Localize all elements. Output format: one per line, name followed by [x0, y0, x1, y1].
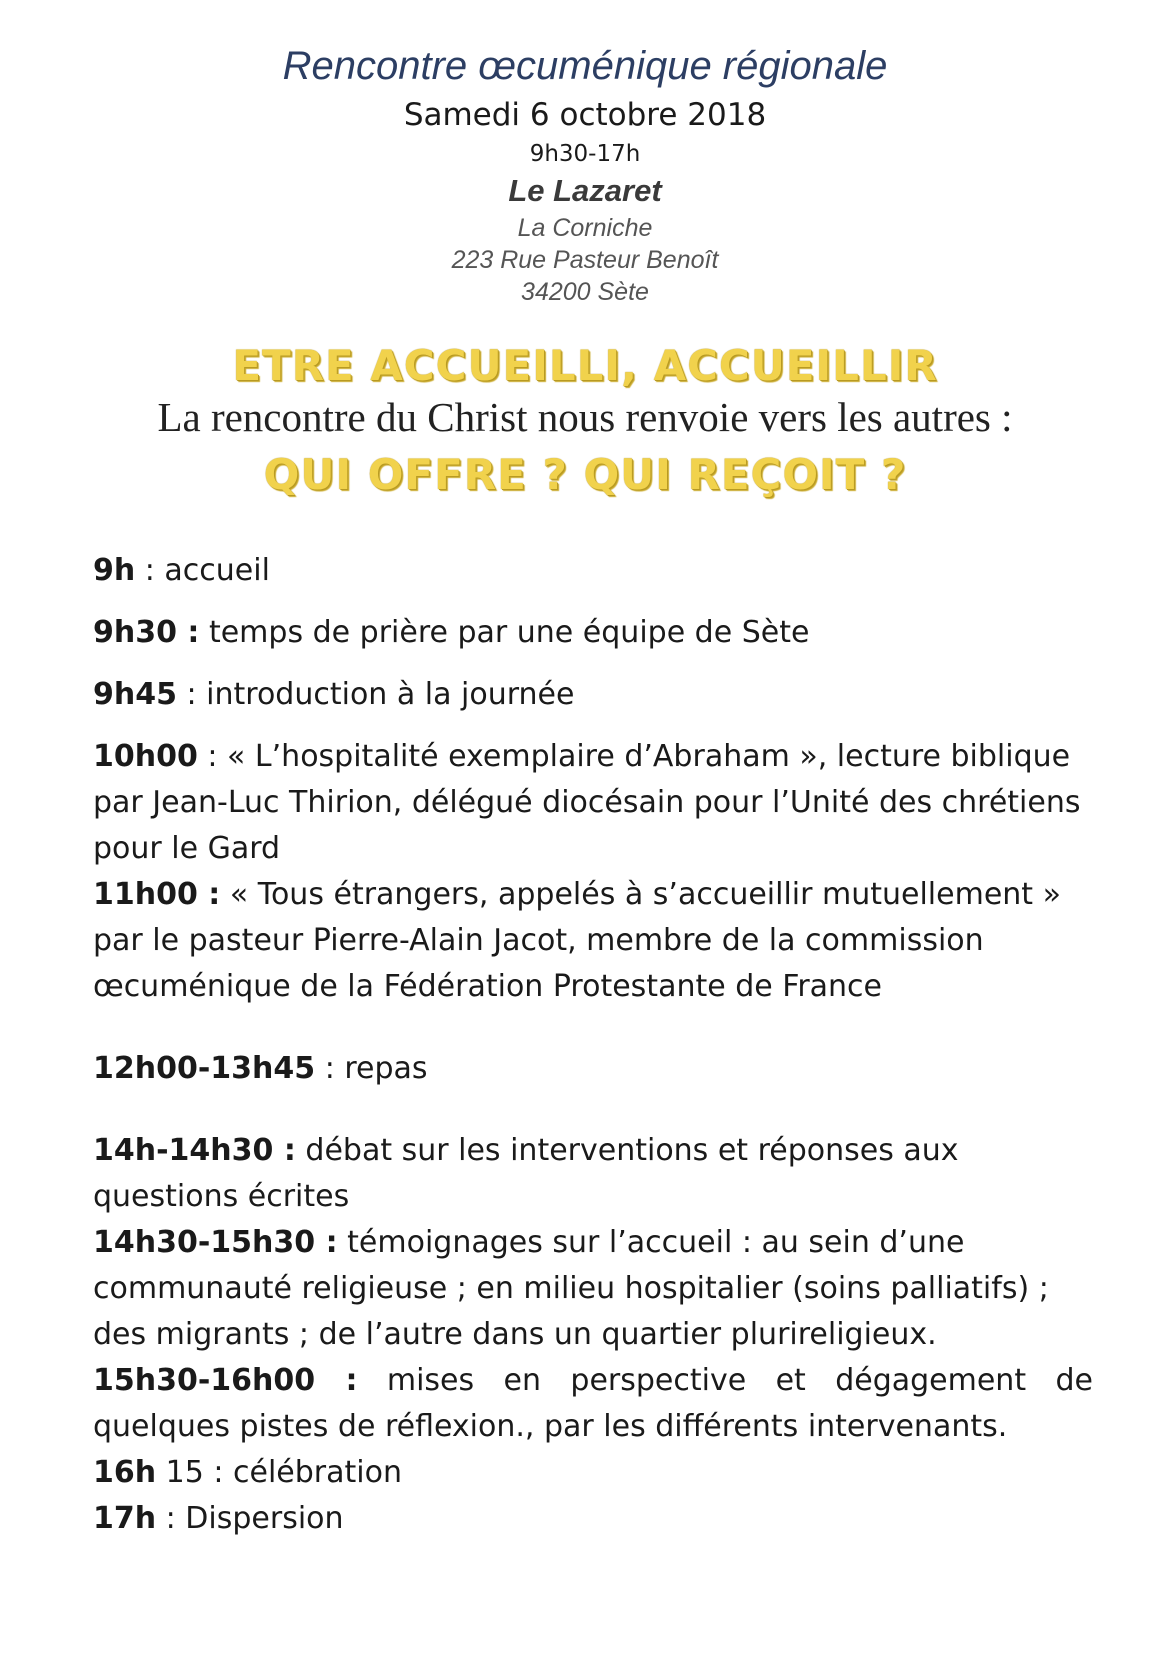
venue-name: Le Lazaret [508, 173, 662, 208]
entry-text: « Tous étrangers, appelés à s’accueillir mutuellement » par le pasteur Pierre-Alain Jacot, membre de la commission œcuménique de la Fédération Protestante de France [93, 877, 1061, 1004]
entry-time: 9h30 : [93, 615, 200, 650]
schedule-entry [93, 1496, 1093, 1542]
entry-time: 14h30-15h30 : [93, 1225, 338, 1260]
schedule-entry [93, 1128, 1093, 1220]
entry-time: 11h00 : [93, 877, 221, 912]
entry-time: 14h-14h30 : [93, 1133, 296, 1168]
schedule-entry [93, 734, 1093, 872]
schedule-entry [93, 1220, 1093, 1358]
schedule-entry [93, 548, 1093, 594]
entry-time: 9h45 [93, 677, 177, 712]
event-title: Rencontre œcuménique régionale [282, 44, 888, 88]
address-line-3: 34200 Sète [521, 278, 649, 306]
event-hours: 9h30-17h [529, 141, 641, 167]
entry-time: 15h30-16h00 : [93, 1363, 358, 1398]
schedule-entry [93, 872, 1093, 1010]
entry-text: : « L’hospitalité exemplaire d’Abraham », lecture biblique par Jean-Luc Thirion, délégué diocésain pour l’Unité des chrétiens pour le Gard [93, 739, 1081, 866]
schedule-entry [93, 1046, 1093, 1092]
entry-text: mises en perspective et dégagement de quelques pistes de réflexion., par les différents intervenants. [93, 1363, 1093, 1444]
schedule-entry [93, 1450, 1093, 1496]
entry-text: témoignages sur l’accueil : au sein d’une communauté religieuse ; en milieu hospitalier (soins palliatifs) ; des migrants ; de l’autre dans un quartier plurireligieux. [93, 1225, 1049, 1352]
schedule-entry [93, 1358, 1093, 1450]
entry-text: : accueil [135, 553, 270, 588]
theme-subtitle: La rencontre du Christ nous renvoie vers les autres : [157, 394, 1013, 440]
address-line-2: 223 Rue Pasteur Benoît [451, 246, 719, 274]
entry-text: : repas [315, 1051, 428, 1086]
entry-time: 9h [93, 553, 136, 588]
entry-text: temps de prière par une équipe de Sète [199, 615, 810, 650]
theme-question: QUI OFFRE ? QUI REÇOIT ? [263, 450, 907, 499]
entry-text: : introduction à la journée [176, 677, 575, 712]
entry-time: 10h00 [93, 739, 198, 774]
address-line-1: La Corniche [517, 214, 653, 242]
entry-time: 17h [93, 1501, 157, 1536]
program-schedule [93, 548, 1093, 1542]
entry-time: 16h [93, 1455, 157, 1490]
entry-text: débat sur les interventions et réponses aux questions écrites [93, 1133, 959, 1214]
event-date: Samedi 6 octobre 2018 [403, 97, 767, 133]
entry-text: 15 : célébration [156, 1455, 402, 1490]
entry-time: 12h00-13h45 [93, 1051, 316, 1086]
schedule-entry [93, 610, 1093, 656]
schedule-entry [93, 672, 1093, 718]
theme-heading: ETRE ACCUEILLI, ACCUEILLIR [232, 341, 938, 390]
entry-text: : Dispersion [156, 1501, 344, 1536]
